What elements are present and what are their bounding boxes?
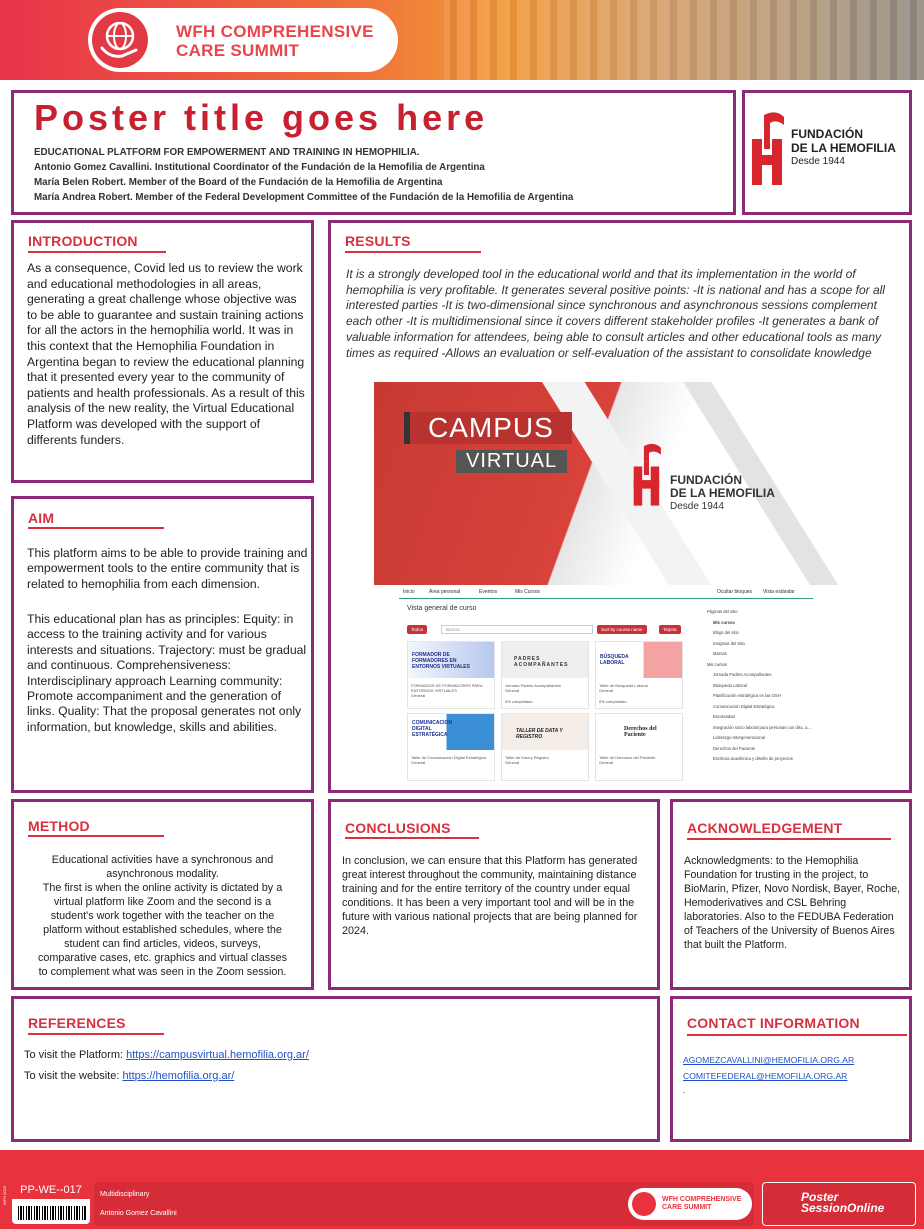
foundation-logo-text — [670, 474, 775, 513]
course-card-image-text: PADRES ACOMPAÑANTES — [514, 656, 569, 668]
course-card-caption — [505, 683, 587, 704]
sidebar-item[interactable]: Derechos del Paciente — [713, 745, 756, 751]
foundation-logo-icon — [750, 111, 790, 187]
introduction-heading: INTRODUCTION — [28, 233, 138, 249]
sidebar-item[interactable]: Planificación estratégica en las OSH — [713, 693, 781, 698]
sidebar-item[interactable]: Comunicación Digital Estratégica — [713, 703, 775, 709]
introduction-text: As a consequence, Covid led us to review the work and educational methodologies in all areas, generating a great challenge whose objective was to be able to guarantee and sustain training actions for all the actors in the hemophilia world. It was in this context that the Hemophilia Foundation in Argentina began to review the educational planning that it presented every year to the community of patients and health professionals. As a result of this analysis of the new reality, the Virtual Educational Platform was developed with the support of differents funders. — [27, 261, 305, 447]
view-toggle-button[interactable]: Tarjeta — [659, 625, 681, 634]
course-card-image — [502, 642, 588, 678]
footer-summit-text — [662, 1196, 741, 1212]
acknowledgement-heading: ACKNOWLEDGEMENT — [687, 820, 843, 836]
course-card[interactable] — [501, 641, 589, 709]
method-line: virtual platform like Zoom and the second is a — [53, 896, 272, 908]
course-card[interactable] — [501, 713, 589, 781]
screenshot-sidebar — [707, 607, 811, 765]
pso-line-1: Poster — [801, 1190, 839, 1204]
course-card-image — [596, 642, 682, 678]
introduction-section — [11, 220, 314, 483]
title-panel — [11, 90, 736, 215]
method-line: to complement what was seen in the Zoom session. — [38, 966, 287, 978]
platform-label: To visit the Platform: — [24, 1049, 127, 1061]
course-card-image-text: Derechos del Paciente — [624, 726, 657, 738]
course-card-image — [408, 642, 494, 678]
platform-reference — [24, 1049, 309, 1061]
virtual-label: VIRTUAL — [456, 450, 567, 473]
contact-dot: . — [683, 1085, 686, 1095]
aim-heading: AIM — [28, 510, 55, 526]
city-background — [444, 0, 924, 80]
course-name: Taller de Comunicación Digital Estratégica — [411, 755, 486, 760]
poster-subtitle: EDUCATIONAL PLATFORM FOR EMPOWERMENT AND TRAINING IN HEMOPHILIA. — [34, 147, 420, 158]
course-category: General — [505, 760, 520, 765]
pso-text — [801, 1192, 884, 1214]
results-heading: RESULTS — [345, 233, 411, 249]
logo-since: Desde 1944 — [791, 156, 845, 167]
pso-line-2: SessionOnline — [801, 1201, 885, 1215]
heading-underline — [28, 1033, 164, 1035]
barcode-icon — [18, 1206, 86, 1220]
website-reference — [24, 1070, 234, 1082]
screenshot-navbar — [399, 585, 813, 599]
course-category: General — [411, 693, 426, 698]
sidebar-item[interactable]: Páginas del sitio — [707, 609, 738, 614]
course-card-caption — [599, 755, 681, 765]
course-name: Taller de Data y Registro — [505, 755, 549, 760]
course-name: Jornada Padres Acompañantes — [505, 683, 561, 688]
course-card[interactable] — [595, 641, 683, 709]
nav-personal-link[interactable]: Área personal — [429, 589, 461, 595]
sidebar-item[interactable]: Marcas — [713, 651, 727, 656]
filter-all-button[interactable]: Todos — [407, 625, 427, 634]
heading-underline — [345, 837, 479, 839]
course-category: General — [505, 688, 520, 693]
method-line: The first is when the online activity is dictated by a — [42, 882, 283, 894]
campus-virtual-banner — [374, 382, 848, 585]
nav-hide-blocks[interactable]: Ocultar bloques — [717, 589, 753, 595]
platform-screenshot — [399, 585, 813, 781]
acknowledgement-text: Acknowledgments: to the Hemophilia Foundation for trusting in the project, to BioMarin, Pfizer, Novo Nordisk, Bayer, Roche, Hemoderivatives and CSL Behring laboratories. Also to the FEDUBA Federation of Teachers of the University of Buenos Aires that built the Platform. — [684, 855, 901, 951]
nav-courses-link[interactable]: Mis Cursos — [515, 589, 541, 595]
sidebar-item[interactable]: Jornada Padres Acompañantes — [713, 672, 772, 677]
course-card-image-text: BÚSQUEDA LABORAL — [600, 654, 629, 666]
course-card-image — [408, 714, 494, 750]
foundation-logo-panel — [742, 90, 912, 215]
heading-underline — [687, 838, 891, 840]
aim-paragraph-2: This educational plan has as principles: Equity: in access to the training activity and for various interests and situations. Trajectory: must be gradual and continuous. Comprehensiveness: Interdisciplinary approach Learning community: Promote accompaniment and the generation of links. Quality: That the proposal generates not only information, but knowledge, skills and abilities. — [27, 612, 307, 734]
logo-line-2: DE LA HEMOFILIA — [670, 486, 775, 500]
method-line: student's work together with the teacher on the — [50, 910, 275, 922]
course-card-caption — [599, 683, 681, 704]
results-text: It is a strongly developed tool in the educational world and that its implementation in the world of hemophilia is very profitable. It generates several positive points: -It is national and has a scope for all interested parties -It is two-dimensional since synchronous and asynchronous sessions complement each other -It is multidimensional since it covers different stakeholder profiles -It generates a bank of valuable information for attendees, being able to consult articles and other educational tools as many times as required -Allows an evaluation or self-evaluation of the assistant to consolidate knowledge — [346, 267, 885, 360]
globe-hand-icon — [92, 12, 148, 68]
method-line: platform without established schedules, where the — [43, 924, 282, 936]
footer-logo-line-1: WFH COMPREHENSIVE — [662, 1196, 742, 1203]
course-card-image-text: COMUNICACION DIGITAL ESTRATÉGICA — [412, 720, 452, 738]
course-overview-title: Vista general de curso — [407, 605, 477, 612]
sidebar-item[interactable]: Búsqueda Laboral — [713, 682, 747, 688]
summit-line-2: CARE SUMMIT — [176, 41, 300, 60]
method-section — [11, 799, 314, 990]
results-section — [328, 220, 912, 793]
heading-underline — [28, 251, 166, 253]
aim-section — [11, 496, 314, 793]
method-line: Educational activities have a synchronous and — [51, 854, 274, 866]
sidebar-item[interactable]: Liderazgo Intergeneracional — [713, 735, 765, 740]
footer-summit-logo — [628, 1188, 752, 1220]
course-card-image — [502, 714, 588, 750]
course-card[interactable] — [407, 641, 495, 709]
course-card-caption — [411, 683, 493, 698]
course-name: Taller de Búsqueda Laboral — [599, 683, 648, 688]
foundation-logo-text — [791, 127, 896, 169]
author-line: María Belen Robert. Member of the Board of the Fundación de la Hemofilia de Argentina — [34, 177, 443, 188]
references-heading: REFERENCES — [28, 1015, 126, 1031]
sidebar-item[interactable]: Insignias del sitio — [713, 640, 745, 646]
course-progress: 0% completado — [505, 699, 533, 704]
course-name: FORMADOR DE FORMADORES PARA ENTORNOS VIRTUALES — [411, 683, 483, 693]
poster-code: PP-WE--017 — [12, 1181, 90, 1199]
course-progress: 0% completado — [599, 699, 627, 704]
logo-line-1: FUNDACIÓN — [791, 127, 863, 141]
references-section — [11, 996, 660, 1142]
author-line: María Andrea Robert. Member of the Federal Development Committee of the Fundación de la Hemofilia de Argentina — [34, 192, 574, 203]
course-card-caption — [505, 755, 587, 765]
heading-underline — [345, 251, 481, 253]
sidebar-item[interactable]: Mis cursos — [707, 661, 728, 667]
course-card[interactable] — [407, 713, 495, 781]
poster-code-badge — [12, 1184, 90, 1224]
sidebar-item[interactable]: Blogs del sitio — [713, 630, 739, 635]
header-banner — [0, 0, 924, 80]
method-line: comparative cases, etc. graphics and virtual classes — [37, 952, 288, 964]
course-card[interactable] — [595, 713, 683, 781]
course-card-image-text: FORMADOR DE FORMADORES EN ENTORNOS VIRTUALES — [412, 652, 470, 670]
contact-email-1[interactable]: AGOMEZCAVALLINI@HEMOFILIA.ORG.AR — [683, 1055, 855, 1065]
nav-home-link[interactable]: Inicio — [403, 589, 415, 595]
course-card-image — [596, 714, 682, 750]
conclusions-section — [328, 799, 660, 990]
acknowledgement-section — [670, 799, 912, 990]
sort-button[interactable]: Sort by course name — [597, 625, 647, 634]
course-category: General — [411, 760, 426, 765]
summit-line-1: WFH COMPREHENSIVE — [176, 22, 374, 41]
author-block — [34, 145, 573, 205]
platform-link[interactable]: https://campusvirtual.hemofilia.org.ar/ — [126, 1049, 309, 1061]
summit-logo-text — [176, 22, 374, 60]
course-category: General — [599, 760, 614, 765]
sidebar-item[interactable]: Escritura académica y diseño de proyectos — [713, 756, 793, 761]
conclusions-text: In conclusion, we can ensure that this Platform has generated great interest throughout the community, maintaining distance training and for the entire territory of the country under equal conditions. It has been a very important tool and will be in the future with various national projects that are being planned for 2024. — [342, 855, 638, 937]
contact-section — [670, 996, 912, 1142]
contact-heading: CONTACT INFORMATION — [687, 1015, 860, 1031]
sidebar-item[interactable]: Escolaridad — [713, 714, 735, 719]
heading-underline — [28, 835, 164, 837]
heading-underline — [28, 527, 164, 529]
footer-tag: WFH 2023 — [2, 1186, 7, 1206]
author-line: Antonio Gomez Cavallini. Institutional Coordinator of the Fundación de la Hemofilia de Argentina — [34, 162, 485, 173]
nav-events-link[interactable]: Eventos — [479, 589, 498, 595]
nav-standard-view[interactable]: Vista estándar — [763, 589, 795, 595]
method-line: asynchronous modality. — [106, 868, 219, 880]
method-text — [14, 853, 311, 979]
campus-label: CAMPUS — [404, 412, 572, 444]
sidebar-item[interactable]: Mis cursos — [713, 619, 735, 625]
foundation-logo-icon — [632, 442, 666, 508]
course-search-input[interactable]: Buscar — [441, 625, 593, 634]
website-label: To visit the website: — [24, 1070, 123, 1082]
footer-author: Antonio Gomez Cavallini — [100, 1210, 177, 1217]
course-card-caption — [411, 755, 493, 765]
logo-line-2: DE LA HEMOFILIA — [791, 141, 896, 155]
logo-line-1: FUNDACIÓN — [670, 473, 742, 487]
aim-paragraph-1: This platform aims to be able to provide training and empowerment tools to the entire community that is related to hemophilia from each dimension. — [27, 546, 308, 591]
course-card-image-text: TALLER DE DATA Y REGISTRO — [516, 728, 563, 740]
course-name: Taller de Derechos del Paciente — [599, 755, 656, 760]
method-heading: METHOD — [28, 818, 90, 834]
poster-title: Poster title goes here — [34, 97, 489, 138]
method-line: student can find articles, videos, surveys, — [64, 938, 261, 950]
website-link[interactable]: https://hemofilia.org.ar/ — [122, 1070, 235, 1082]
sidebar-item[interactable]: Integración socio laboral para personas con disc. a... — [713, 724, 811, 730]
globe-hand-icon — [632, 1192, 656, 1216]
contact-email-2[interactable]: COMITEFEDERAL@HEMOFILIA.ORG.AR — [683, 1071, 848, 1081]
heading-underline — [687, 1034, 907, 1036]
logo-since: Desde 1944 — [670, 501, 724, 512]
conclusions-heading: CONCLUSIONS — [345, 820, 451, 836]
poster-session-online-logo — [762, 1182, 916, 1226]
footer-logo-line-2: CARE SUMMIT — [662, 1204, 712, 1211]
footer-category: Multidisciplinary — [100, 1191, 150, 1198]
course-category: General — [599, 688, 614, 693]
